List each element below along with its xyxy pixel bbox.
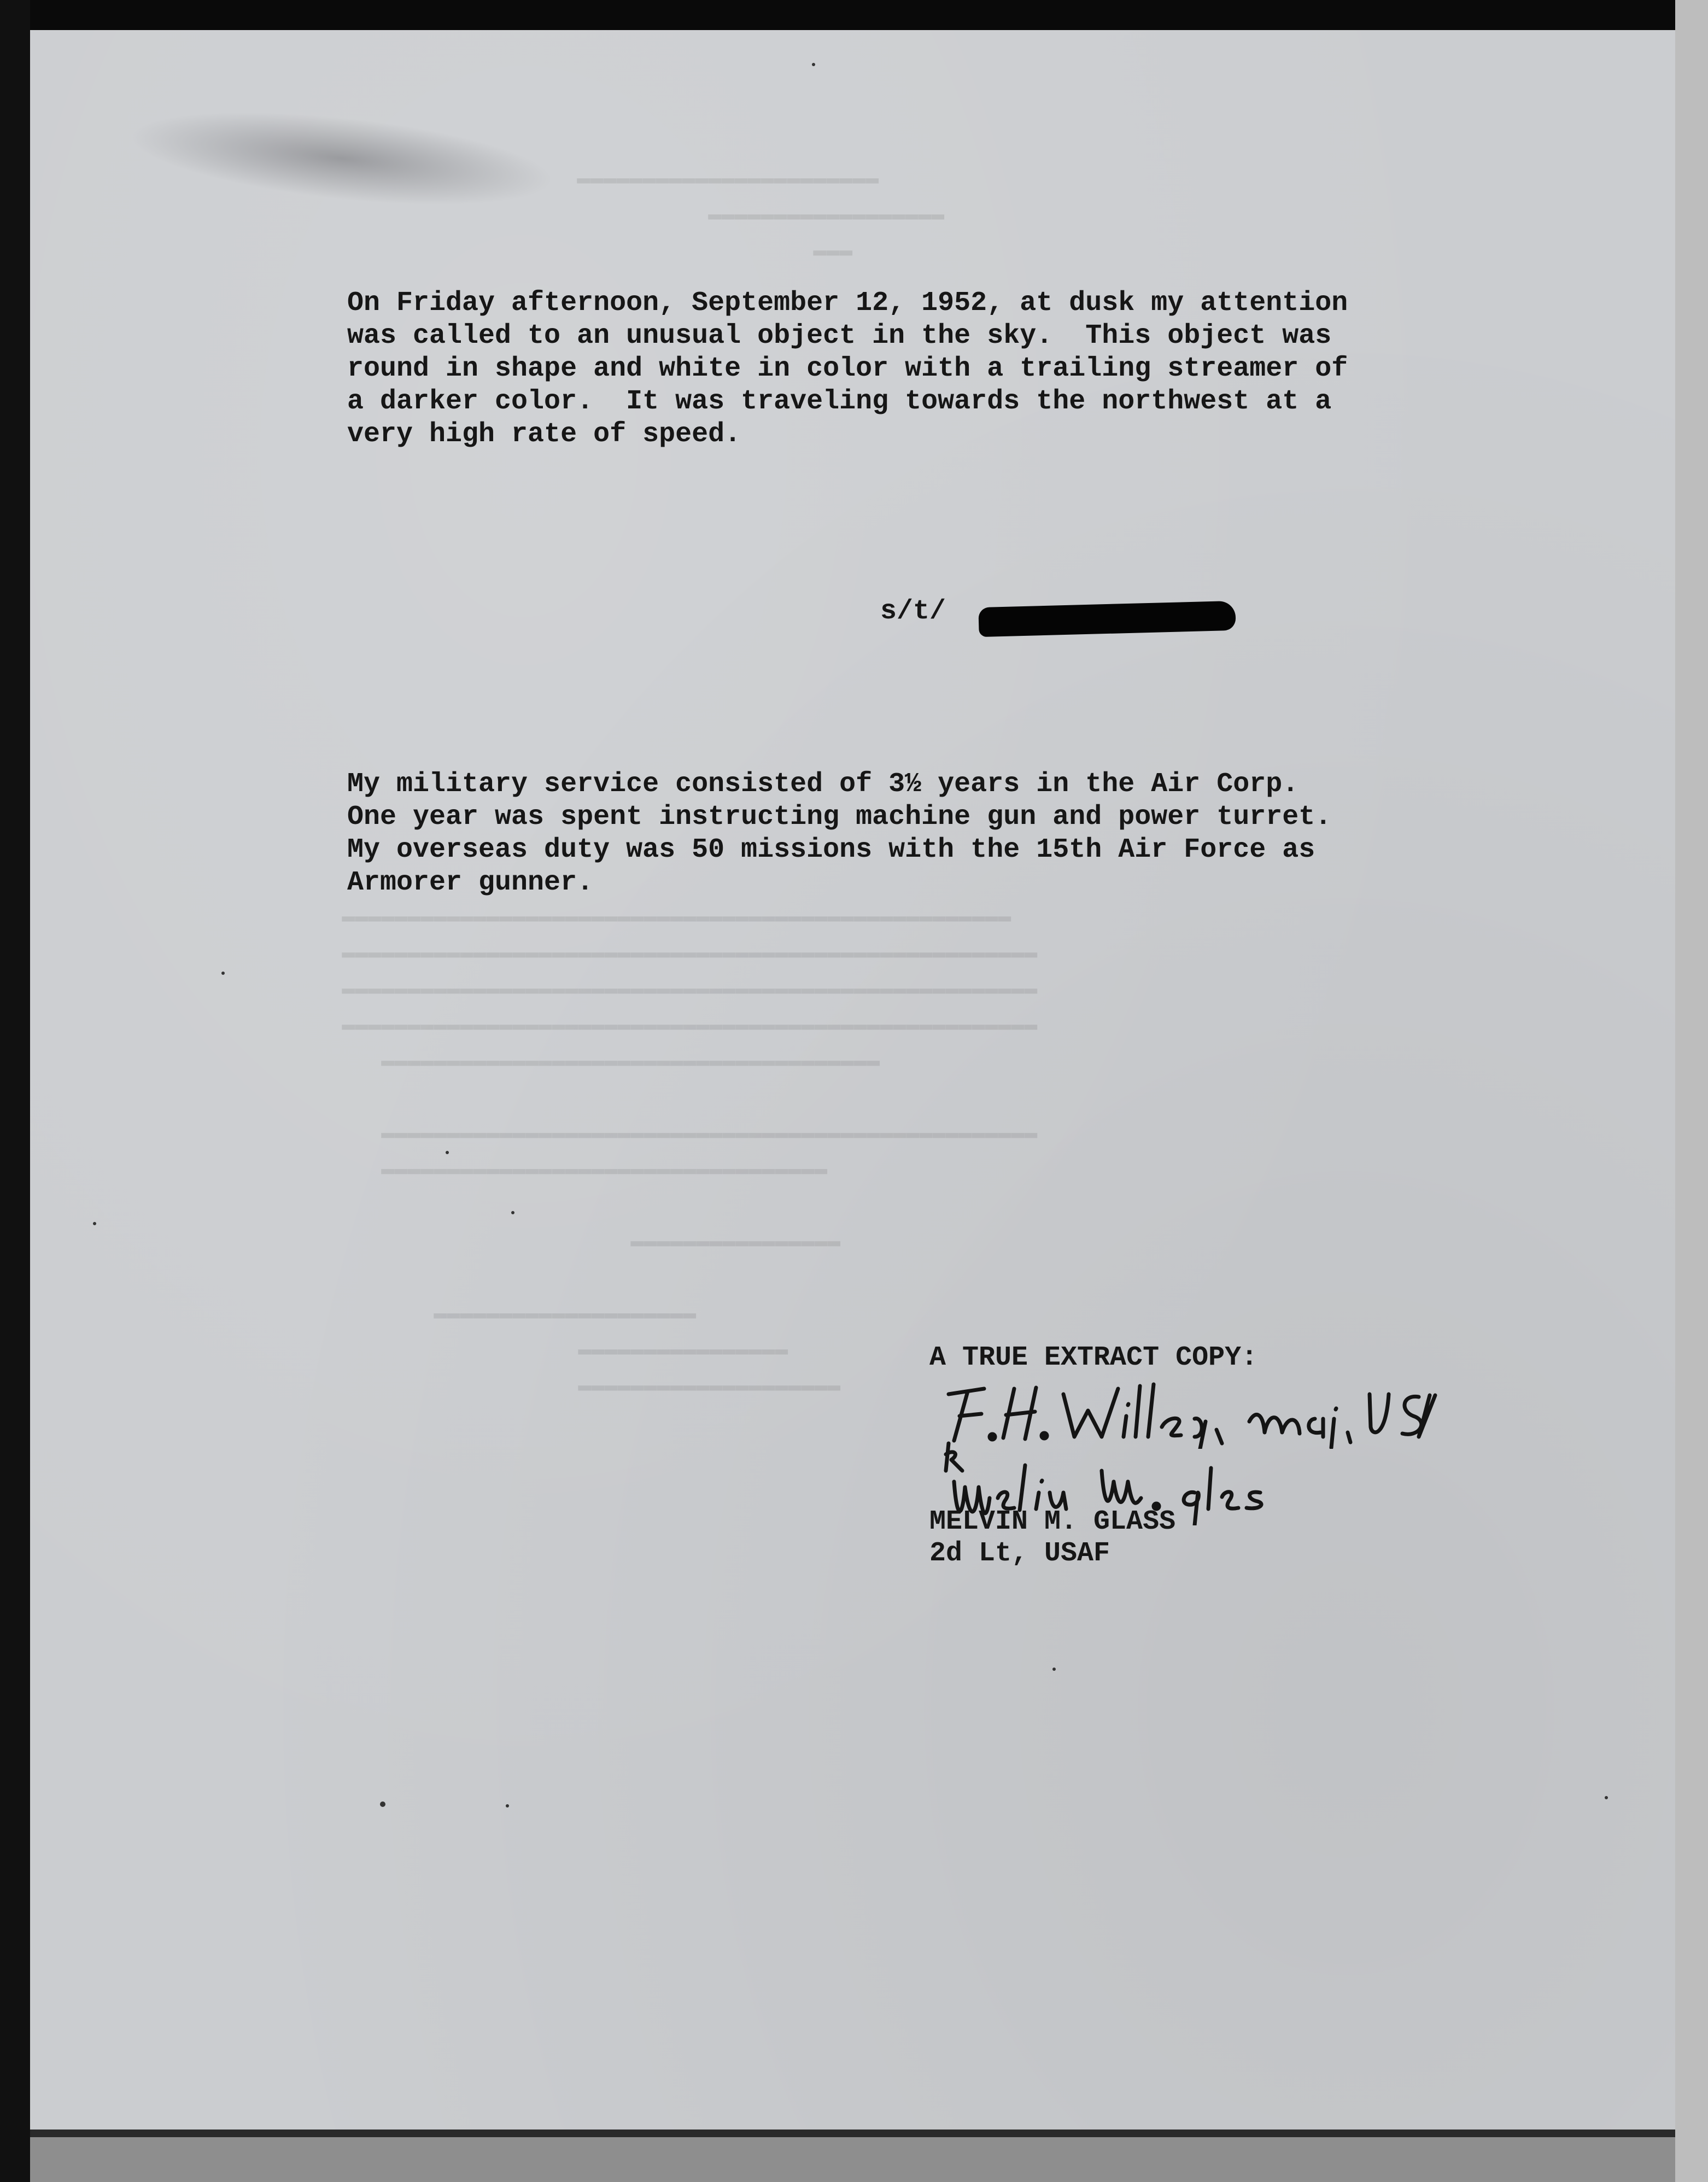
scan-border-top bbox=[0, 0, 1708, 30]
redaction-bar bbox=[978, 601, 1236, 637]
observation-paragraph: On Friday afternoon, September 12, 1952, at dusk my attention was called to an unusual object in the sky. This object was round in shape and white in color with a trailing streamer of a darker color. It was traveling towards the northwest at a very high rate of speed. bbox=[347, 288, 1348, 450]
bleed-through-header: ▬▬▬▬▬▬▬▬▬▬▬▬▬▬▬▬▬▬▬▬▬▬▬ ▬▬▬▬▬▬▬▬▬▬▬▬▬▬▬▬▬▬ ▬▬▬ bbox=[577, 167, 945, 264]
certifier-block bbox=[929, 1506, 1175, 1570]
handwritten-signature-willey bbox=[938, 1372, 1452, 1449]
bleed-through-body: ▬▬▬▬▬▬▬▬▬▬▬▬▬▬▬▬▬▬▬▬▬▬▬▬▬▬▬▬▬▬▬▬▬▬▬▬▬▬▬▬▬▬▬▬▬▬▬▬▬▬▬ ▬▬▬▬▬▬▬▬▬▬▬▬▬▬▬▬▬▬▬▬▬▬▬▬▬▬▬▬▬▬▬▬▬▬▬▬▬▬▬▬▬▬▬▬▬▬▬▬▬▬▬▬▬ ▬▬▬▬▬▬▬▬▬▬▬▬▬▬▬▬▬▬▬▬▬▬▬▬▬▬▬▬▬▬▬▬▬▬▬▬▬▬▬▬▬▬▬▬▬▬▬▬▬▬▬▬▬ ▬▬▬▬▬▬▬▬▬▬▬▬▬▬▬▬▬▬▬▬▬▬▬▬▬▬▬▬▬▬▬▬▬▬▬▬▬▬▬▬▬▬▬▬▬▬▬▬▬▬▬▬▬ ▬▬▬▬▬▬▬▬▬▬▬▬▬▬▬▬▬▬▬▬▬▬▬▬▬▬▬▬▬▬▬▬▬▬▬▬▬▬ ▬▬▬▬▬▬▬▬▬▬▬▬▬▬▬▬▬▬▬▬▬▬▬▬▬▬▬▬▬▬▬▬▬▬▬▬▬▬▬▬▬▬▬▬▬▬▬▬▬▬ ▬▬▬▬▬▬▬▬▬▬▬▬▬▬▬▬▬▬▬▬▬▬▬▬▬▬▬▬▬▬▬▬▬▬ ▬▬▬▬▬▬▬▬▬▬▬▬▬▬▬▬ ▬▬▬▬▬▬▬▬▬▬▬▬▬▬▬▬▬▬▬▬ ▬▬▬▬▬▬▬▬▬▬▬▬▬▬▬▬ ▬▬▬▬▬▬▬▬▬▬▬▬▬▬▬▬▬▬▬▬ bbox=[342, 905, 1038, 1399]
speck bbox=[1052, 1668, 1056, 1671]
speck bbox=[1605, 1796, 1608, 1799]
speck bbox=[221, 972, 225, 975]
service-paragraph: My military service consisted of 3½ years in the Air Corp. One year was spent instructing machine gun and power turret. My overseas duty was 50 missions with the 15th Air Force as Armorer gunner. bbox=[347, 769, 1332, 898]
scan-border-left bbox=[0, 0, 30, 2182]
typed-signature-prefix: s/t/ bbox=[880, 596, 946, 627]
speck bbox=[812, 63, 815, 66]
speck bbox=[506, 1804, 509, 1807]
scan-border-bottom-edge bbox=[30, 2130, 1675, 2137]
true-extract-label: A TRUE EXTRACT COPY: bbox=[929, 1342, 1258, 1373]
speck bbox=[380, 1801, 385, 1807]
scan-border-right bbox=[1675, 0, 1708, 2182]
certifier-rank: 2d Lt, USAF bbox=[929, 1538, 1110, 1569]
document-page bbox=[30, 30, 1675, 2130]
speck bbox=[93, 1222, 96, 1225]
speck bbox=[511, 1211, 514, 1214]
ink-smudge bbox=[125, 96, 558, 222]
certifier-name: MELVIN M. GLASS bbox=[929, 1506, 1176, 1537]
speck bbox=[446, 1151, 449, 1154]
scan-border-bottom bbox=[30, 2130, 1675, 2182]
